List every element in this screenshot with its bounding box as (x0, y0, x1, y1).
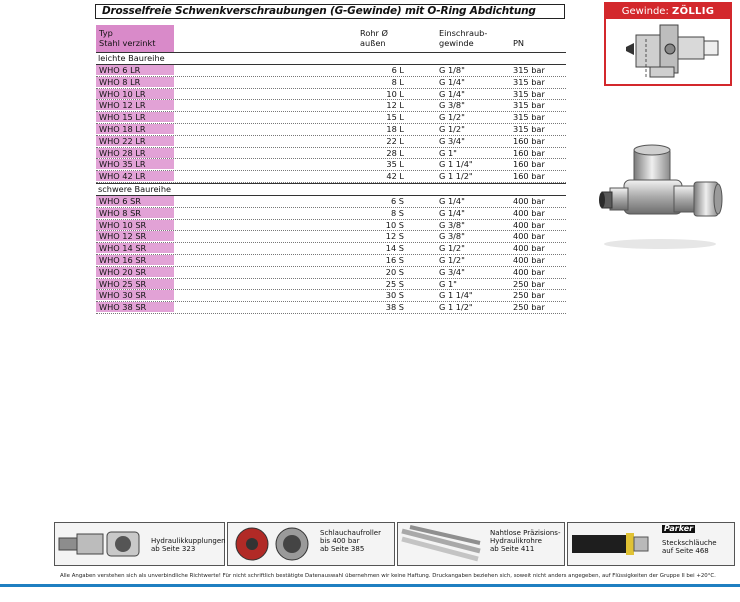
gewinde-cell: G 3/4" (439, 266, 465, 277)
section-label: leichte Baureihe (96, 52, 566, 65)
rohr-cell: 8 L (391, 76, 404, 87)
gewinde-cell: G 1" (439, 278, 457, 289)
gewinde-cell: G 1 1/4" (439, 159, 473, 170)
pn-cell: 400 bar (513, 266, 545, 277)
table-row (96, 112, 566, 124)
rohr-cell: 12 L (386, 100, 404, 111)
table-row (96, 171, 566, 183)
pn-cell: 400 bar (513, 243, 545, 254)
typ-cell: WHO 35 LR (96, 159, 174, 169)
rohr-cell: 8 S (390, 207, 404, 218)
pn-cell: 160 bar (513, 171, 545, 182)
rohr-cell: 22 L (386, 135, 404, 146)
gewinde-cell: G 1/2" (439, 112, 465, 123)
typ-cell: WHO 8 LR (96, 77, 174, 87)
zoellig-label: Gewinde: (621, 6, 669, 17)
rohr-cell: 16 S (385, 254, 404, 265)
table-row (96, 231, 566, 243)
fitting-section-diagram (616, 21, 722, 83)
elbow-fitting-photo (594, 140, 726, 250)
typ-cell: WHO 22 LR (96, 136, 174, 146)
table-row (96, 100, 566, 112)
rohr-cell: 25 S (385, 278, 404, 289)
table-row (96, 208, 566, 220)
tile4-line1: Steckschläuche (662, 539, 717, 547)
gewinde-cell: G 1/4" (439, 195, 465, 206)
tile3-line2: Hydraulikrohre (490, 537, 542, 545)
pn-cell: 315 bar (513, 100, 545, 111)
tile2-line3: ab Seite 385 (320, 545, 365, 553)
table-row (96, 124, 566, 136)
typ-cell: WHO 30 SR (96, 290, 174, 300)
typ-cell: WHO 8 SR (96, 208, 174, 218)
rohr-cell: 18 L (386, 123, 404, 134)
typ-cell: WHO 15 LR (96, 112, 174, 122)
rohr-cell: 20 S (385, 266, 404, 277)
pn-cell: 250 bar (513, 278, 545, 289)
pn-cell: 400 bar (513, 219, 545, 230)
typ-cell: WHO 16 SR (96, 255, 174, 265)
gewinde-cell: G 1 1/4" (439, 290, 473, 301)
page-title: Drosselfreie Schwenkverschraubungen (G-Gewinde) mit O-Ring Abdichtung (95, 4, 565, 19)
zoellig-thread-box (604, 2, 732, 86)
tile-hydraulikrohre[interactable] (397, 522, 565, 566)
tile3-line3: ab Seite 411 (490, 545, 535, 553)
header-gewinde: gewinde (439, 38, 474, 48)
hose-icon (570, 527, 650, 561)
gewinde-cell: G 1/2" (439, 254, 465, 265)
pn-cell: 315 bar (513, 112, 545, 123)
typ-cell: WHO 10 SR (96, 220, 174, 230)
tile1-line2: ab Seite 323 (151, 545, 196, 553)
typ-cell: WHO 6 SR (96, 196, 174, 206)
typ-cell: WHO 20 SR (96, 267, 174, 277)
pn-cell: 160 bar (513, 147, 545, 158)
typ-cell: WHO 12 SR (96, 231, 174, 241)
table-row (96, 243, 566, 255)
gewinde-cell: G 1/2" (439, 243, 465, 254)
table-row (96, 136, 566, 148)
gewinde-cell: G 3/8" (439, 100, 465, 111)
typ-cell: WHO 12 LR (96, 100, 174, 110)
gewinde-cell: G 1/4" (439, 76, 465, 87)
typ-cell: WHO 28 LR (96, 148, 174, 158)
rohr-cell: 10 S (385, 219, 404, 230)
parker-logo: Parker (664, 524, 694, 533)
pn-cell: 400 bar (513, 231, 545, 242)
table-row (96, 220, 566, 232)
hose-reel-icon (230, 525, 316, 563)
gewinde-cell: G 1/2" (439, 123, 465, 134)
gewinde-cell: G 1 1/2" (439, 171, 473, 182)
table-row (96, 159, 566, 171)
table-row (96, 77, 566, 89)
rohr-cell: 10 L (386, 88, 404, 99)
header-typ: Typ (99, 28, 113, 38)
typ-cell: WHO 38 SR (96, 302, 174, 312)
gewinde-cell: G 1" (439, 147, 457, 158)
tile4-line2: auf Seite 468 (662, 547, 709, 555)
table-header (96, 25, 566, 52)
table-row (96, 302, 566, 314)
typ-cell: WHO 14 SR (96, 243, 174, 253)
product-table (96, 25, 566, 314)
pn-cell: 160 bar (513, 135, 545, 146)
tile2-line1: Schlauchaufroller (320, 529, 381, 537)
header-aussen: außen (360, 38, 386, 48)
rohr-cell: 6 S (390, 195, 404, 206)
zoellig-brand: ZÖLLIG (672, 6, 715, 17)
typ-cell: WHO 25 SR (96, 279, 174, 289)
pn-cell: 315 bar (513, 88, 545, 99)
section-label: schwere Baureihe (96, 183, 566, 196)
pn-cell: 400 bar (513, 207, 545, 218)
typ-cell: WHO 6 LR (96, 65, 174, 75)
rohr-cell: 15 L (386, 112, 404, 123)
gewinde-cell: G 1/8" (439, 65, 465, 75)
tubes-icon (400, 525, 482, 563)
tile2-line2: bis 400 bar (320, 537, 360, 545)
gewinde-cell: G 3/4" (439, 135, 465, 146)
rohr-cell: 12 S (385, 231, 404, 242)
typ-cell: WHO 10 LR (96, 89, 174, 99)
header-rohr: Rohr Ø (360, 28, 388, 38)
tile-schlauchaufroller[interactable] (227, 522, 395, 566)
tile3-line1: Nahtlose Präzisions- (490, 529, 561, 537)
header-material: Stahl verzinkt (99, 38, 156, 48)
gewinde-cell: G 1/4" (439, 207, 465, 218)
coupling-icon (57, 526, 145, 562)
rohr-cell: 35 L (386, 159, 404, 170)
pn-cell: 315 bar (513, 123, 545, 134)
pn-cell: 250 bar (513, 290, 545, 301)
table-row (96, 89, 566, 101)
pn-cell: 400 bar (513, 254, 545, 265)
table-row (96, 65, 566, 77)
rohr-cell: 42 L (386, 171, 404, 182)
tile-hydraulikkupplungen[interactable] (54, 522, 225, 566)
table-row (96, 267, 566, 279)
rohr-cell: 30 S (385, 290, 404, 301)
pn-cell: 315 bar (513, 65, 545, 75)
table-row (96, 148, 566, 160)
gewinde-cell: G 3/8" (439, 219, 465, 230)
disclaimer: Alle Angaben verstehen sich als unverbindliche Richtwerte! Für nicht schriftlich bestätigte Datenauswahl übernehmen wir keine Haftung. Druckangaben beziehen sich, soweit nicht anders angegeben, auf Flüssigkeiten der Gruppe II bei +20°C. (60, 573, 716, 579)
rohr-cell: 28 L (386, 147, 404, 158)
rohr-cell: 6 L (391, 65, 404, 75)
zoellig-header (606, 4, 730, 19)
table-row (96, 279, 566, 291)
rohr-cell: 38 S (385, 302, 404, 313)
pn-cell: 315 bar (513, 76, 545, 87)
gewinde-cell: G 1 1/2" (439, 302, 473, 313)
tile1-line1: Hydraulikkupplungen (151, 537, 226, 545)
pn-cell: 400 bar (513, 195, 545, 206)
gewinde-cell: G 3/8" (439, 231, 465, 242)
table-row (96, 196, 566, 208)
header-einschraub: Einschraub- (439, 28, 488, 38)
pn-cell: 160 bar (513, 159, 545, 170)
typ-cell: WHO 42 LR (96, 171, 174, 181)
table-body (96, 52, 566, 314)
rohr-cell: 14 S (385, 243, 404, 254)
footer-bar (0, 584, 740, 587)
typ-cell: WHO 18 LR (96, 124, 174, 134)
table-row (96, 290, 566, 302)
gewinde-cell: G 1/4" (439, 88, 465, 99)
pn-cell: 250 bar (513, 302, 545, 313)
table-row (96, 255, 566, 267)
tile-steckschlaeuche[interactable] (567, 522, 735, 566)
header-pn: PN (513, 38, 525, 48)
